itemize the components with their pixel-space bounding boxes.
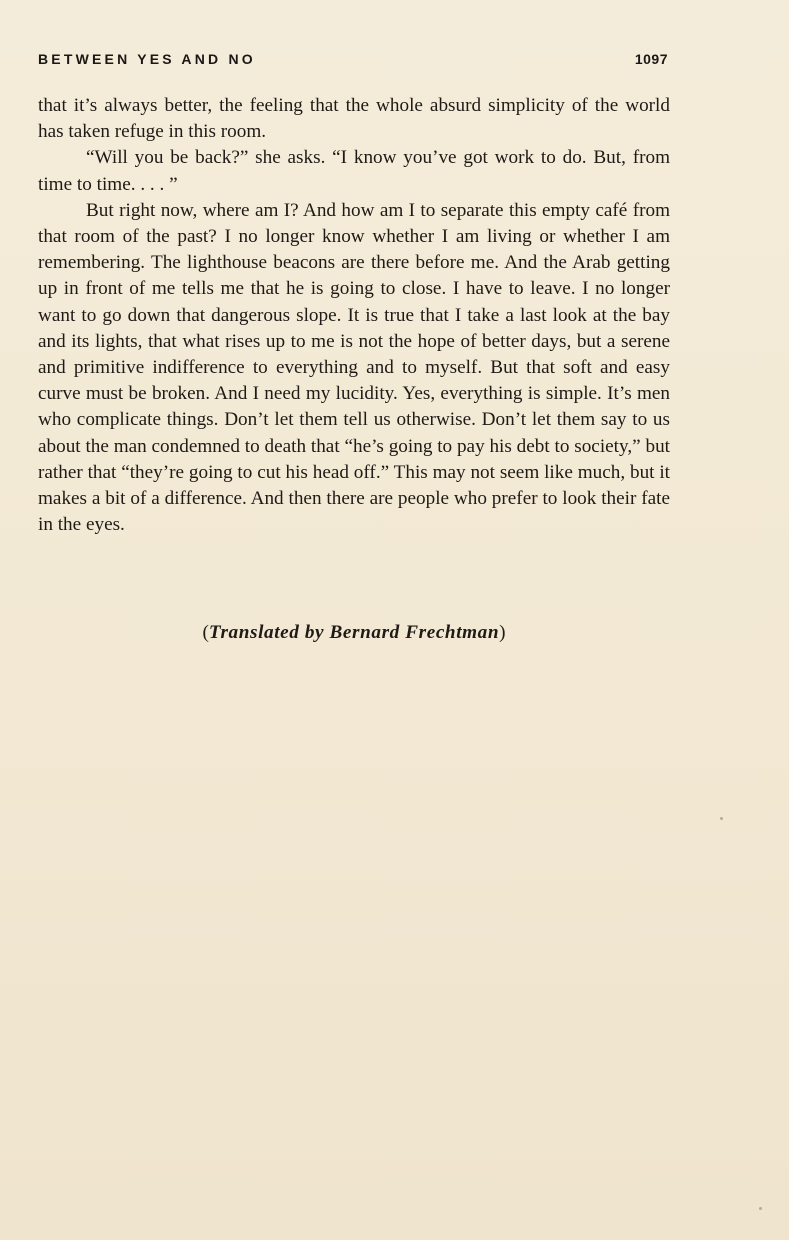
paragraph-2: “Will you be back?” she asks. “I know you’ve got work to do. But, from time to time. . . . ”	[38, 147, 670, 195]
credit-text: Translated by Bernard Frechtman	[208, 622, 500, 643]
translator-credit	[38, 620, 670, 646]
credit-open-paren: (	[202, 622, 209, 643]
paper-speck	[759, 1207, 762, 1210]
running-header	[38, 51, 668, 71]
paragraph-1: that it’s always better, the feeling that the whole absurd simplicity of the world has taken refuge in this room.	[38, 95, 670, 143]
body-text	[38, 93, 670, 538]
paragraph-3: But right now, where am I? And how am I to separate this empty café from that room of the past? I no longer know whether I am living or whether I am remembering. The lighthouse beacons are there before me. And the Arab getting up in front of me tells me that he is going to close. I have to leave. I no longer want to go down that dangerous slope. It is true that I take a last look at the bay and its lights, that what rises up to me is not the hope of better days, but a serene and primitive indifference to everything and to myself. But that soft and easy curve must be broken. And I need my lucidity. Yes, everything is simple. It’s men who complicate things. Don’t let them tell us otherwise. Don’t let them say to us about the man condemned to death that “he’s going to pay his debt to society,” but rather that “they’re going to cut his head off.” This may not seem like much, but it makes a bit of a difference. And then there are people who prefer to look their fate in the eyes.	[38, 199, 670, 536]
page-number: 1097	[634, 51, 668, 67]
running-title: BETWEEN YES AND NO	[38, 51, 256, 67]
paper-speck	[720, 817, 723, 820]
credit-close-paren: )	[499, 622, 506, 643]
